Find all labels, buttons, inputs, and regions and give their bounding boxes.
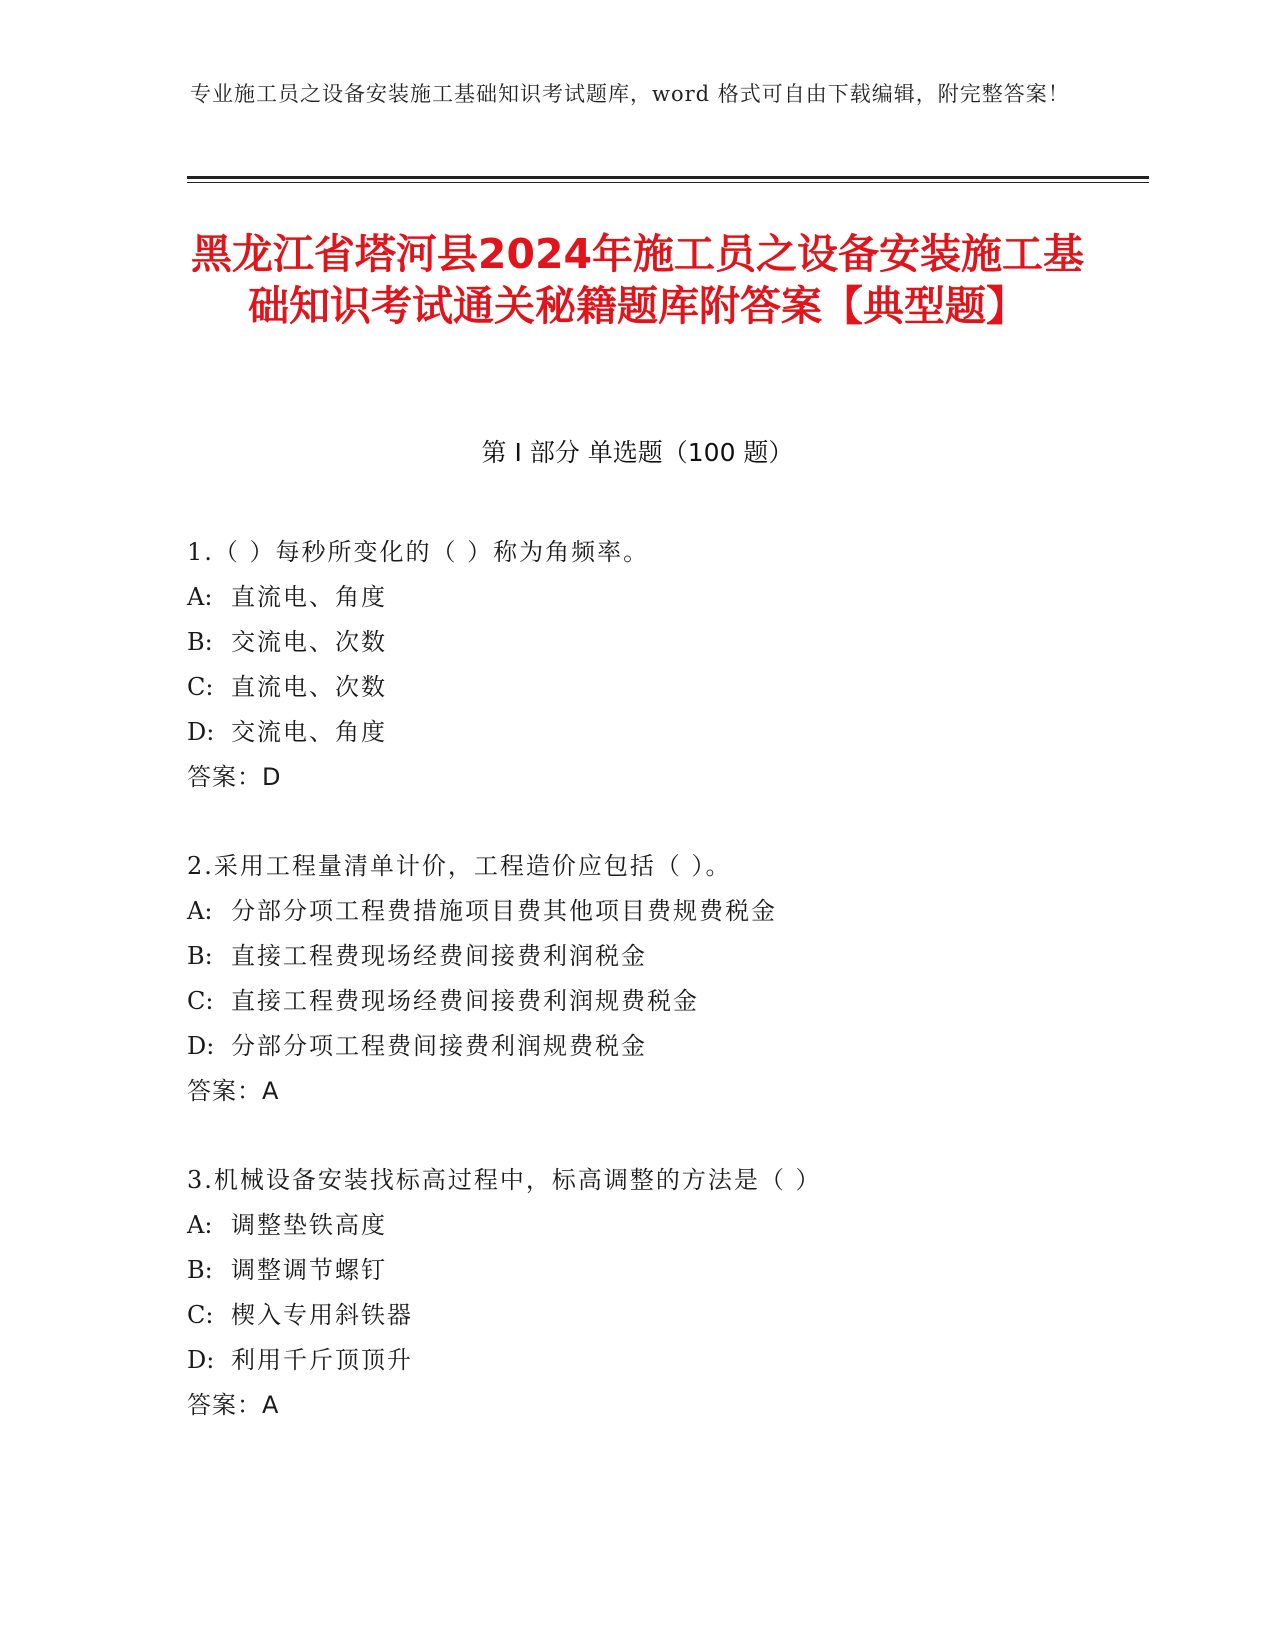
option-letter: A: [187,1211,213,1239]
option-text: 分部分项工程费间接费利润规费税金 [231,1032,647,1060]
answer: 答案：A [187,1077,280,1105]
section-title: 第 I 部分 单选题（100 题） [481,438,794,467]
question-3 [187,1158,1137,1428]
option-letter: B: [187,628,213,656]
question-2 [187,844,1137,1114]
option-text: 直接工程费现场经费间接费利润规费税金 [231,987,699,1015]
option-text: 直流电、次数 [231,673,387,701]
option-text: 楔入专用斜铁器 [231,1301,413,1329]
question-stem: 2.采用工程量清单计价，工程造价应包括（ ）。 [187,852,732,880]
option-b [187,620,1137,665]
option-a [187,889,1137,934]
option-letter: B: [187,1256,213,1284]
option-letter: C: [187,987,214,1015]
option-text: 调整垫铁高度 [231,1211,387,1239]
option-text: 直接工程费现场经费间接费利润税金 [231,942,647,970]
option-text: 交流电、次数 [231,628,387,656]
option-text: 利用千斤顶顶升 [231,1346,413,1374]
option-text: 直流电、角度 [231,583,387,611]
question-list [187,530,1137,1472]
header-rule-thick [187,176,1149,179]
option-b [187,1248,1137,1293]
option-letter: D: [187,718,215,746]
question-stem: 3.机械设备安装找标高过程中，标高调整的方法是（ ） [187,1166,822,1194]
option-a [187,575,1137,620]
option-text: 交流电、角度 [231,718,387,746]
document-title: 黑龙江省塔河县2024年施工员之设备安装施工基础知识考试通关秘籍题库附答案【典型题】 [190,230,1085,330]
option-a [187,1203,1137,1248]
header-note: 专业施工员之设备安装施工基础知识考试题库，word 格式可自由下载编辑，附完整答案！ [190,82,1070,106]
option-c [187,979,1137,1024]
option-letter: B: [187,942,213,970]
answer: 答案：D [187,763,282,791]
question-1 [187,530,1137,800]
header-rule-thin [187,182,1149,183]
option-c [187,1293,1137,1338]
option-d [187,710,1137,755]
option-letter: D: [187,1346,215,1374]
option-letter: A: [187,583,213,611]
question-stem: 1.（ ）每秒所变化的（ ）称为角频率。 [187,538,650,566]
option-c [187,665,1137,710]
option-letter: A: [187,897,213,925]
answer: 答案：A [187,1391,280,1419]
option-letter: C: [187,673,214,701]
option-text: 调整调节螺钉 [231,1256,387,1284]
option-d [187,1024,1137,1069]
option-letter: C: [187,1301,214,1329]
option-letter: D: [187,1032,215,1060]
option-b [187,934,1137,979]
option-text: 分部分项工程费措施项目费其他项目费规费税金 [231,897,777,925]
option-d [187,1338,1137,1383]
